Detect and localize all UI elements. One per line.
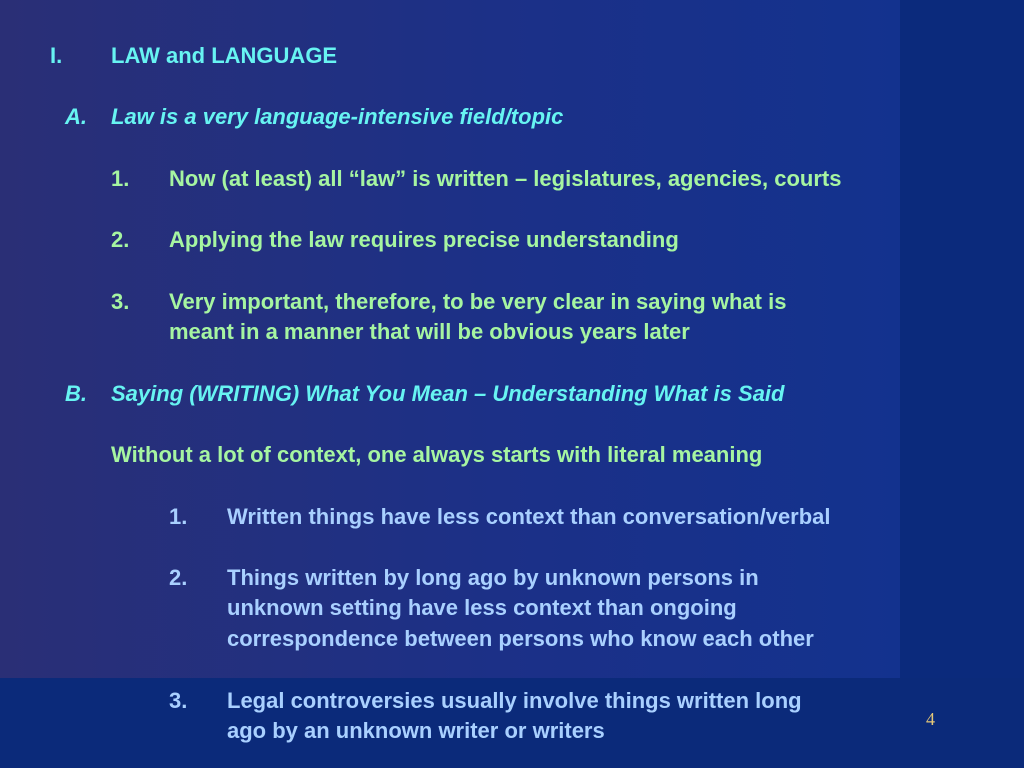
- point-a-item-2-text: Applying the law requires precise understanding: [169, 227, 679, 252]
- point-b-item-3-text-line-1: Legal controversies usually involve things written long: [227, 688, 802, 713]
- point-b-marker: B.: [65, 381, 87, 406]
- point-a-item-3-marker: 3.: [111, 289, 130, 314]
- point-b-item-1-text: Written things have less context than conversation/verbal: [227, 504, 831, 529]
- point-b-item-3-marker: 3.: [169, 688, 188, 713]
- point-a-item-2-marker: 2.: [111, 227, 130, 252]
- section-title: LAW and LANGUAGE: [111, 43, 338, 68]
- point-b-item-3-text-line-2: ago by an unknown writer or writers: [227, 718, 605, 743]
- point-a-item-3-text-line-2: meant in a manner that will be obvious years later: [169, 319, 690, 344]
- point-b-item-1-marker: 1.: [169, 504, 188, 529]
- point-a-text: Law is a very language-intensive field/topic: [111, 104, 564, 129]
- point-a-item-1-text: Now (at least) all “law” is written – legislatures, agencies, courts: [169, 166, 842, 191]
- point-a-marker: A.: [65, 104, 87, 129]
- page-number: 4: [926, 709, 935, 729]
- point-a-item-1-marker: 1.: [111, 166, 130, 191]
- point-b-item-2-text-line-2: unknown setting have less context than ongoing: [227, 595, 737, 620]
- point-b-intro: Without a lot of context, one always starts with literal meaning: [111, 442, 763, 467]
- point-b-item-2-text-line-3: correspondence between persons who know each other: [227, 626, 814, 651]
- point-b-item-2-marker: 2.: [169, 565, 188, 590]
- point-b-item-2-text-line-1: Things written by long ago by unknown persons in: [227, 565, 759, 590]
- slide-background-band-right: [900, 0, 1024, 680]
- point-a-item-3-text-line-1: Very important, therefore, to be very clear in saying what is: [169, 289, 787, 314]
- section-marker: I.: [50, 43, 63, 68]
- point-b-text: Saying (WRITING) What You Mean – Understanding What is Said: [111, 381, 785, 406]
